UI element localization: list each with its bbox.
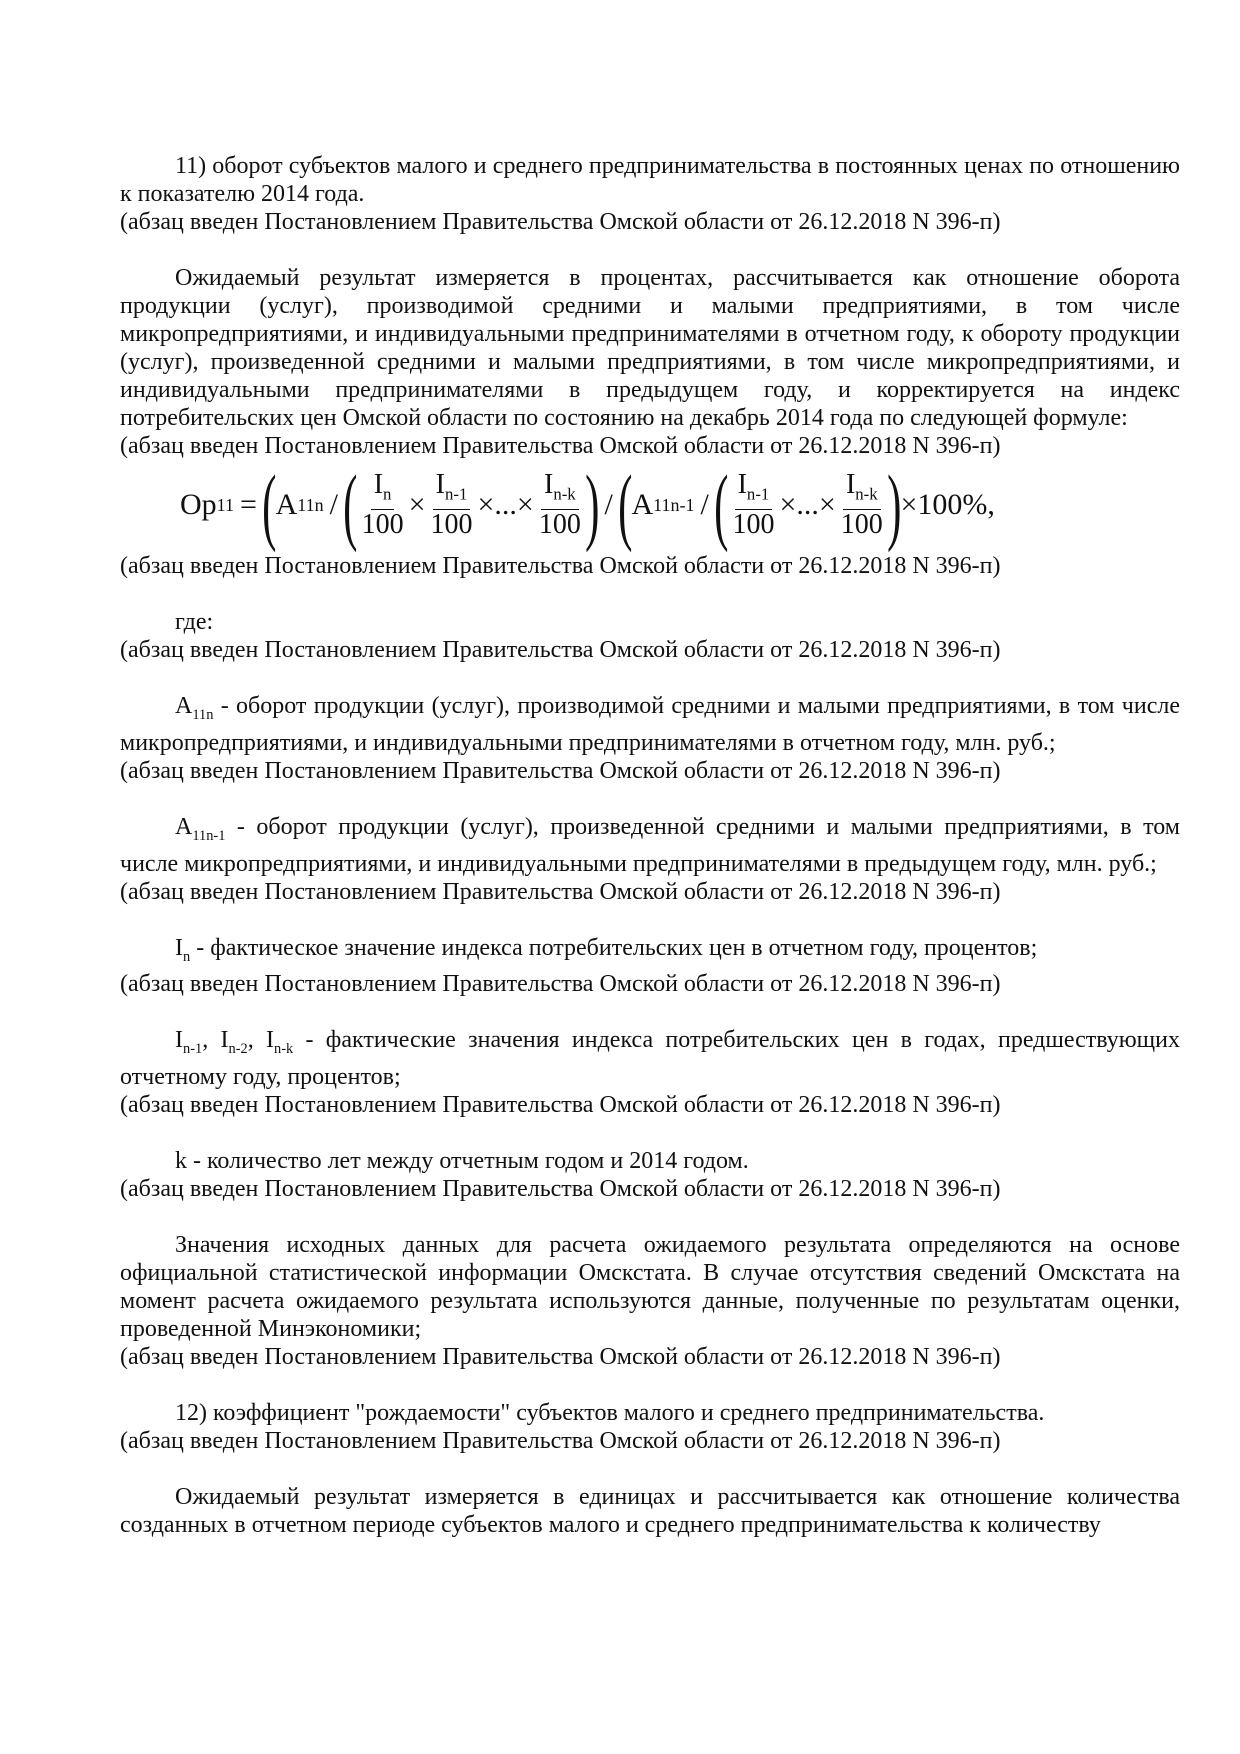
amendment-note: (абзац введен Постановлением Правительства Омской области от 26.12.2018 N 396-п)	[120, 1176, 1001, 1203]
formula-lhs: Op	[180, 488, 217, 521]
formula-eq: =	[240, 488, 257, 521]
document-page	[120, 152, 1180, 1539]
amendment-note: (абзац введен Постановлением Правительства Омской области от 26.12.2018 N 396-п)	[120, 433, 1001, 459]
fraction	[428, 470, 476, 541]
definition-in	[120, 934, 1180, 971]
formula-den: 100	[538, 509, 581, 541]
definition-in-k	[120, 1026, 1180, 1091]
symbol: A	[175, 813, 193, 840]
formula-den: 100	[430, 509, 473, 541]
amendment-note: (абзац введен Постановлением Правительства Омской области от 26.12.2018 N 396-п)	[120, 1428, 1001, 1455]
formula-den: 100	[840, 509, 883, 541]
paragraph-description: Ожидаемый результат измеряется в процентах, рассчитывается как отношение оборота продукции (услуг), производимой средними и малыми предприятиями, в том числе микропредприятиями, и индивидуальными предпринимателями в отчетном году, к обороту продукции (услуг), произведенной средними и малыми предприятиями, в том числе микропредприятиями, и индивидуальными предпринимателями в предыдущем году, и корректируется на индекс потребительских цен Омской области по состоянию на декабрь 2014 года по следующей формуле:	[120, 265, 1180, 431]
symbol-sub: n-2	[228, 1041, 248, 1058]
symbol: A	[175, 693, 193, 719]
amendment-note: (абзац введен Постановлением Правительства Омской области от 26.12.2018 N 396-п)	[120, 1344, 1001, 1371]
formula-den: 100	[732, 509, 775, 541]
symbol-sub: n-1	[183, 1041, 203, 1058]
formula-paren: (	[262, 457, 277, 553]
formula-dots: ...	[796, 488, 819, 521]
paragraph-data-sources: Значения исходных данных для расчета ожидаемого результата определяются на основе официальной статистической информации Омскстата. В случае отсутствия сведений Омскстата на момент расчета ожидаемого результата используются данные, полученные по результатам оценки, проведенной Минэкономики;	[120, 1232, 1180, 1343]
formula-lhs-sub: 11	[216, 494, 235, 515]
definition-text: - фактическое значение индекса потребительских цен в отчетном году, процентов;	[190, 934, 1038, 961]
fraction	[838, 470, 886, 541]
separator: ,	[247, 1027, 266, 1054]
symbol-sub: 11n	[192, 706, 214, 723]
formula-i-sub: n-k	[855, 484, 878, 504]
fraction	[536, 470, 584, 541]
definition-text: - оборот продукции (услуг), произведенной средними и малыми предприятиями, в том числе микропредприятиями, и индивидуальными предпринимателями в предыдущем году, млн. руб.;	[120, 813, 1180, 877]
symbol-sub: 11n-1	[192, 827, 226, 844]
formula-i: I	[435, 468, 445, 500]
fraction	[729, 470, 777, 541]
fraction	[359, 470, 407, 541]
formula-i-sub: n-1	[746, 484, 770, 504]
formula-a1: A	[275, 488, 298, 521]
amendment-note: (абзац введен Постановлением Правительства Омской области от 26.12.2018 N 396-п)	[120, 878, 1001, 905]
formula-paren: (	[617, 457, 633, 553]
paragraph-description-12: Ожидаемый результат измеряется в единицах и рассчитывается как отношение количества созданных в отчетном периоде субъектов малого и среднего предпринимательства к количеству	[120, 1484, 1180, 1539]
formula-paren: (	[343, 457, 358, 553]
formula-paren: )	[886, 457, 902, 553]
symbol: I	[175, 934, 183, 961]
amendment-note: (абзац введен Постановлением Правительства Омской области от 26.12.2018 N 396-п)	[120, 637, 1001, 663]
formula-den: 100	[361, 509, 404, 541]
paragraph-item-12: 12) коэффициент "рождаемости" субъектов малого и среднего предпринимательства.	[175, 1400, 1045, 1427]
symbol: I	[175, 1027, 183, 1054]
formula-times: ×	[779, 488, 797, 521]
symbol: I	[220, 1027, 229, 1054]
symbol-sub: n	[183, 948, 191, 965]
formula-paren: (	[713, 457, 729, 553]
formula-a2: A	[631, 488, 654, 521]
where-label: где:	[175, 609, 214, 635]
formula-paren: )	[585, 457, 600, 553]
formula-dots: ...	[494, 488, 517, 521]
formula-i: I	[373, 468, 384, 500]
formula-tail: ×100%,	[900, 488, 995, 521]
definition-a11n-1	[120, 813, 1180, 878]
amendment-note: (абзац введен Постановлением Правительства Омской области от 26.12.2018 N 396-п)	[120, 553, 1001, 579]
formula-times: ×	[516, 488, 534, 521]
formula-slash: /	[604, 488, 613, 521]
formula-i-sub: n-1	[444, 484, 468, 504]
amendment-note: (абзац введен Постановлением Правительства Омской области от 26.12.2018 N 396-п)	[120, 209, 1001, 235]
formula-op11	[180, 457, 1180, 553]
formula-times: ×	[408, 488, 426, 521]
paragraph-item-11: 11) оборот субъектов малого и среднего предпринимательства в постоянных ценах по отношению к показателю 2014 года.	[120, 153, 1180, 207]
formula-times: ×	[818, 488, 836, 521]
formula-a2-sub: 11n-1	[653, 494, 695, 515]
formula-slash: /	[700, 488, 709, 521]
formula-i-sub: n-k	[553, 484, 576, 504]
amendment-note: (абзац введен Постановлением Правительства Омской области от 26.12.2018 N 396-п)	[120, 1092, 1001, 1119]
formula-a1-sub: 11n	[297, 494, 324, 515]
separator: ,	[202, 1027, 221, 1054]
definition-text: - фактические значения индекса потребительских цен в годах, предшествующих отчетному году, процентов;	[120, 1027, 1181, 1091]
amendment-note: (абзац введен Постановлением Правительства Омской области от 26.12.2018 N 396-п)	[120, 757, 1001, 784]
formula-i: I	[845, 468, 856, 500]
formula-i: I	[737, 468, 747, 500]
formula-slash: /	[329, 488, 338, 521]
amendment-note: (абзац введен Постановлением Правительства Омской области от 26.12.2018 N 396-п)	[120, 971, 1001, 998]
formula-i: I	[543, 468, 554, 500]
definition-k: k - количество лет между отчетным годом и 2014 годом.	[175, 1148, 749, 1175]
formula-times: ×	[477, 488, 495, 521]
definition-text: - оборот продукции (услуг), производимой средними и малыми предприятиями, в том числе микропредприятиями, и индивидуальными предпринимателями в отчетном году, млн. руб.;	[120, 693, 1180, 756]
symbol: I	[266, 1027, 274, 1054]
definition-a11n	[120, 692, 1180, 757]
formula-i-sub: n	[383, 484, 392, 504]
symbol-sub: n-k	[274, 1041, 294, 1058]
